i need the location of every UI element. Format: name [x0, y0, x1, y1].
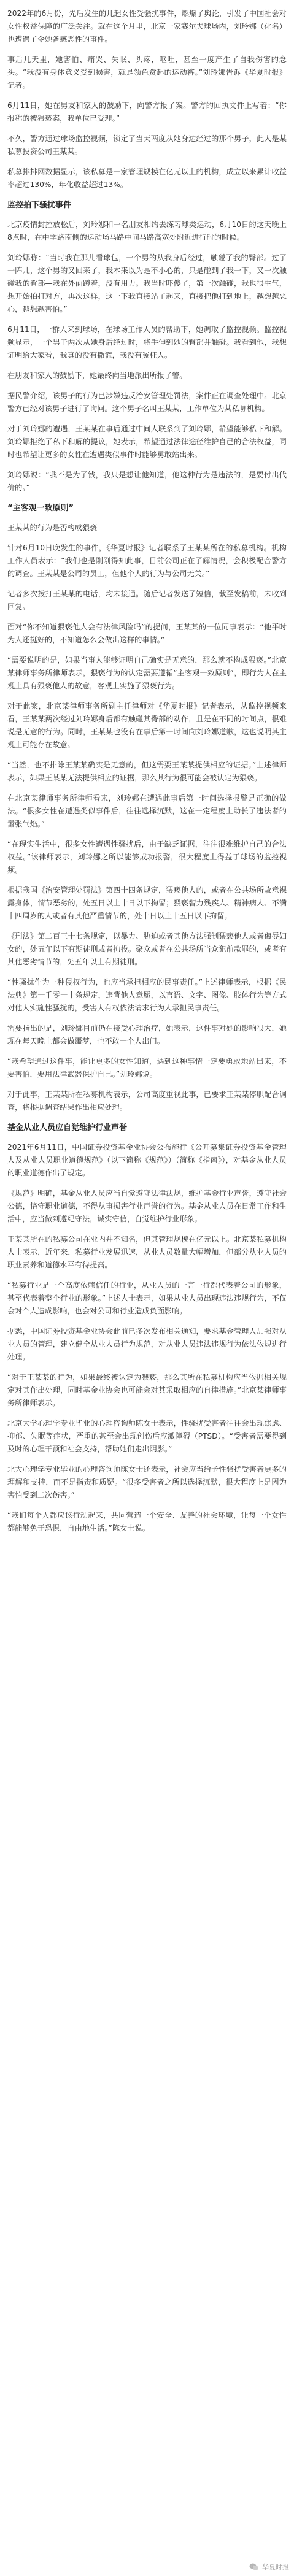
paragraph: 对于刘玲娜的遭遇，王某某在事后通过中间人联系到了刘玲娜，希望能够私下和解。刘玲娜拒绝了私下和解的提议，她表示，希望通过法律途径维护自己的合法权益，同时也希望让更多的女性在遭遇类似事件时能够勇敢站出来。: [7, 425, 287, 459]
paragraph: “对于王某某的行为，如果最终被认定为猥亵，那么其所在私募机构应当依据相关规定对其作出处理，同时基金业协会也可能会对其采取相应的自律措施。”北京某律师事务所律师表示。: [7, 1373, 287, 1407]
paragraph: 面对“你不知道猥亵他人会有法律风险吗”的提问，王某某的一位同事表示：“他平时为人还挺好的，不知道怎么会做出这样的事情。”: [7, 623, 287, 644]
section-heading: 监控拍下骚扰事件: [7, 201, 72, 210]
paragraph: “私募行业是一个高度依赖信任的行业，从业人员的一言一行都代表着公司的形象，甚至代表着整个行业的形象。”上述人士表示，如果从业人员出现违法违规行为，不仅会对个人造成影响，也会对公司和行业造成负面影响。: [7, 1281, 287, 1315]
paragraph: 6月11日，她在男友和家人的鼓励下，向警方报了案。警方的回执文件上写着：“你报称的被猥亵案，我单位已受理。”: [7, 101, 287, 123]
paragraph: 事后几天里，她害怕、痛哭、失眠、头疼，呕吐，甚至一度产生了自我伤害的念头。“我没有身体意义受到损害，就是领色赏起的运动裤。”刘玲娜告诉《华夏时报》记者。: [7, 55, 287, 90]
paragraph: 在北京某律师事务所律师看来，刘玲娜在遭遇此事后第一时间选择报警是正确的做法。“很多女性在遭遇类似事件后，往往选择沉默，这在一定程度上助长了违法者的嚣张气焰。”: [7, 794, 287, 828]
quote-subtitle: 王某某的行为是否构成猥亵: [7, 523, 98, 532]
paragraph: 北京大学心理学专业毕业的心理咨询师陈女士表示，性骚扰受害者往往会出现焦虑、抑郁、失眠等症状，严重的甚至会出现创伤后应激障碍（PTSD）。“受害者需要得到及时的心理干预和社会支持，帮助她们走出阴影。”: [7, 1419, 287, 1453]
paragraph: “当然，也不排除王某某确实是无意的，但这需要王某某提供相应的证据。”上述律师表示，如果王某某无法提供相应的证据，那么其行为很可能会被认定为猥亵。: [7, 761, 287, 782]
paragraph: 2022年的6月份，先后发生的几起女性受骚扰事件，燃爆了舆论，引发了中国社会对女性权益保障的广泛关注。就在这个月里，北京一家赛尔夫球场内，刘玲娜（化名）也遭遇了令她备感恶性的事件。: [7, 9, 287, 44]
paragraph: 在朋友和家人的鼓励下，她最终向当地派出所报了警。: [7, 371, 187, 380]
paragraph: 刘玲娜说：“我不是为了钱，我只是想让他知道，他这种行为是违法的，是要付出代价的。”: [7, 471, 287, 492]
paragraph: 需要指出的是，刘玲娜目前仍在接受心理治疗，她表示，这件事对她的影响很大，她现在每天晚上都会做噩梦，也不敢一个人出门。: [7, 1024, 287, 1045]
paragraph: 私募排排网数据显示，该私募是一家管理规模在亿元以上的机构，成立以来累计收益率超过130%，年化收益超过13%。: [7, 167, 287, 189]
wechat-icon: [249, 2563, 259, 2571]
paragraph: 2021年6月11日，中国证券投资基金业协会公布施行《公开募集证券投资基金管理人及从业人员职业道德规范》（以下简称《规范》）（简称《指南》），对基金从业人员的职业道德作出了规定。: [7, 1143, 287, 1177]
paragraph: 据民警介绍，该男子的行为已涉嫌违反治安管理处罚法，案件正在调查处理中。北京警方已经对该男子进行了询问。这个男子名叫王某某，工作单位为某私募机构。: [7, 391, 287, 413]
paragraph: 针对6月10日晚发生的事件，《华夏时报》记者联系了王某某所在的私募机构。机构工作人员表示：“我们也是刚刚得知此事，目前公司正在了解情况，会积极配合警方的调查。王某某是公司的员工，但他个人的行为与公司无关。”: [7, 544, 287, 578]
paragraph: 北大心理学专业毕业的心理咨询师陈女士还表示，社会应当给予性骚扰受害者更多的理解和支持，而不是指责和质疑。“很多受害者之所以选择沉默，很大程度上是因为害怕受到二次伤害。”: [7, 1465, 287, 1499]
paragraph: 北京疫情封控放松后，刘玲娜和一名朋友相约去练习球类运动，6月10日的这天晚上8点时，在中学路南侧的运动场马路中间马路高宽处附近进行时的时候。: [7, 220, 287, 242]
paragraph: “需要说明的是，如果当事人能够证明自己确实是无意的，那么就不构成猥亵。”北京某律师事务所律师表示，猥亵行为的认定需要遵循“主客观一致原则”，即行为人在主观上具有猥亵他人的故意，客观上实施了猥亵行为。: [7, 656, 287, 690]
paragraph: “性骚扰作为一种侵权行为，也应当承担相应的民事责任。”上述律师表示，根据《民法典》第一千零一十条规定，违背他人意愿，以言语、文字、图像、肢体行为等方式对他人实施性骚扰的，受害人有权依法请求行为人承担民事责任。: [7, 978, 287, 1012]
paragraph: 刘玲娜称：“当时我在那儿看球包，一个男的从我身后经过，触碰了我的臀部。过了一阵儿，这个男的又回来了，我本来以为是不小心的，只是碰到了我一下，又一次触碰我的臀部—我在外面蹲着，没有用力。我当时吓傻了，第一次触碰，我也很生气，想开始拍打对方，再次这样，这一下我直接站了起来，直接把他打到地上，越想越恶心，越想越害怕。”: [7, 253, 287, 313]
paragraph: “我们每个人都应该行动起来，共同营造一个安全、友善的社会环境，让每一个女性都能够免于恐惧，自由地生活。”陈女士说。: [7, 1511, 287, 1532]
paragraph: 《刑法》第二百三十七条规定，以暴力、胁迫或者其他方法强制猥亵他人或者侮辱妇女的，处五年以下有期徒刑或者拘役。聚众或者在公共场所当众犯前款罪的，或者有其他恶劣情节的，处五年以上有期徒刑。: [7, 932, 287, 966]
quote-heading: “主客观一致原则”: [7, 504, 74, 513]
section-heading: 基金从业人员应自觉维护行业声誉: [7, 1123, 128, 1132]
paragraph: 记者多次拨打王某某的电话，均未接通。随后记者发送了短信，截至发稿前，未收到回复。: [7, 590, 287, 611]
paragraph: 据悉，中国证券投资基金业协会此前已多次发布相关通知，要求基金管理人加强对从业人员的管理，建立健全从业人员行为规范，对从业人员违法违规行为依法依规进行处理。: [7, 1327, 287, 1361]
paragraph: “我希望通过这件事，能让更多的女性知道，遇到这种事情一定要勇敢地站出来，不要害怕，要用法律武器保护自己。”刘玲娜说。: [7, 1057, 287, 1078]
paragraph: 6月11日，一群人来到球场，在球场工作人员的帮助下，她调取了监控视频。监控视频显示，一个男子两次从她身后经过时，将手伸到她的臀部并触碰。我看到他，我想证明给大家看，我真的没有撒谎，我没有冤枉人。: [7, 325, 287, 359]
paragraph: 对于此事，王某某所在私募机构表示，公司高度重视此事，已要求王某某停职配合调查，将根据调查结果作出相应处理。: [7, 1090, 287, 1112]
paragraph: 王某某所在的私募公司在业内并不知名，但其管理规模在亿元以上。北京某私募机构人士表示，近年来，私募行业发展迅速，从业人员数量大幅增加，但部分从业人员的职业素养和道德水平有待提高。: [7, 1235, 287, 1269]
paragraph: 《规范》明确，基金从业人员应当自觉遵守法律法规，维护基金行业声誉，遵守社会公德，恪守职业道德，不得从事损害行业声誉的行为。基金从业人员在日常工作和生活中，应当做到遵纪守法，诚实守信，自觉维护行业形象。: [7, 1189, 287, 1223]
source-name: 华夏时报: [262, 2563, 289, 2571]
source-watermark: [249, 2562, 289, 2572]
paragraph: “在现实生活中，很多女性遭遇性骚扰后，由于缺乏证据，往往很难维护自己的合法权益。”该律师表示，刘玲娜之所以能够成功报警，很大程度上得益于球场的监控视频。: [7, 840, 287, 874]
paragraph: 对于此案，北京某律师事务所副主任律师对《华夏时报》记者表示，从监控视频来看，王某某两次经过刘玲娜身后都有触碰其臀部的动作，且是在不同的时间点，很难说是无意的行为。同时，王某某也没有在事后第一时间向刘玲娜道歉，这也说明其主观上可能存在故意。: [7, 702, 287, 749]
paragraph: 根据我国《治安管理处罚法》第四十四条规定，猥亵他人的，或者在公共场所故意裸露身体，情节恶劣的，处五日以上十日以下拘留；猥亵智力残疾人、精神病人、不满十四周岁的人或者有其他严重情节的，处十日以上十五日以下拘留。: [7, 886, 287, 920]
paragraph: 不久，警方通过球场监控视频，锁定了当天两度从她身边经过的那个男子，此人是某私募投资公司王某某。: [7, 134, 287, 156]
